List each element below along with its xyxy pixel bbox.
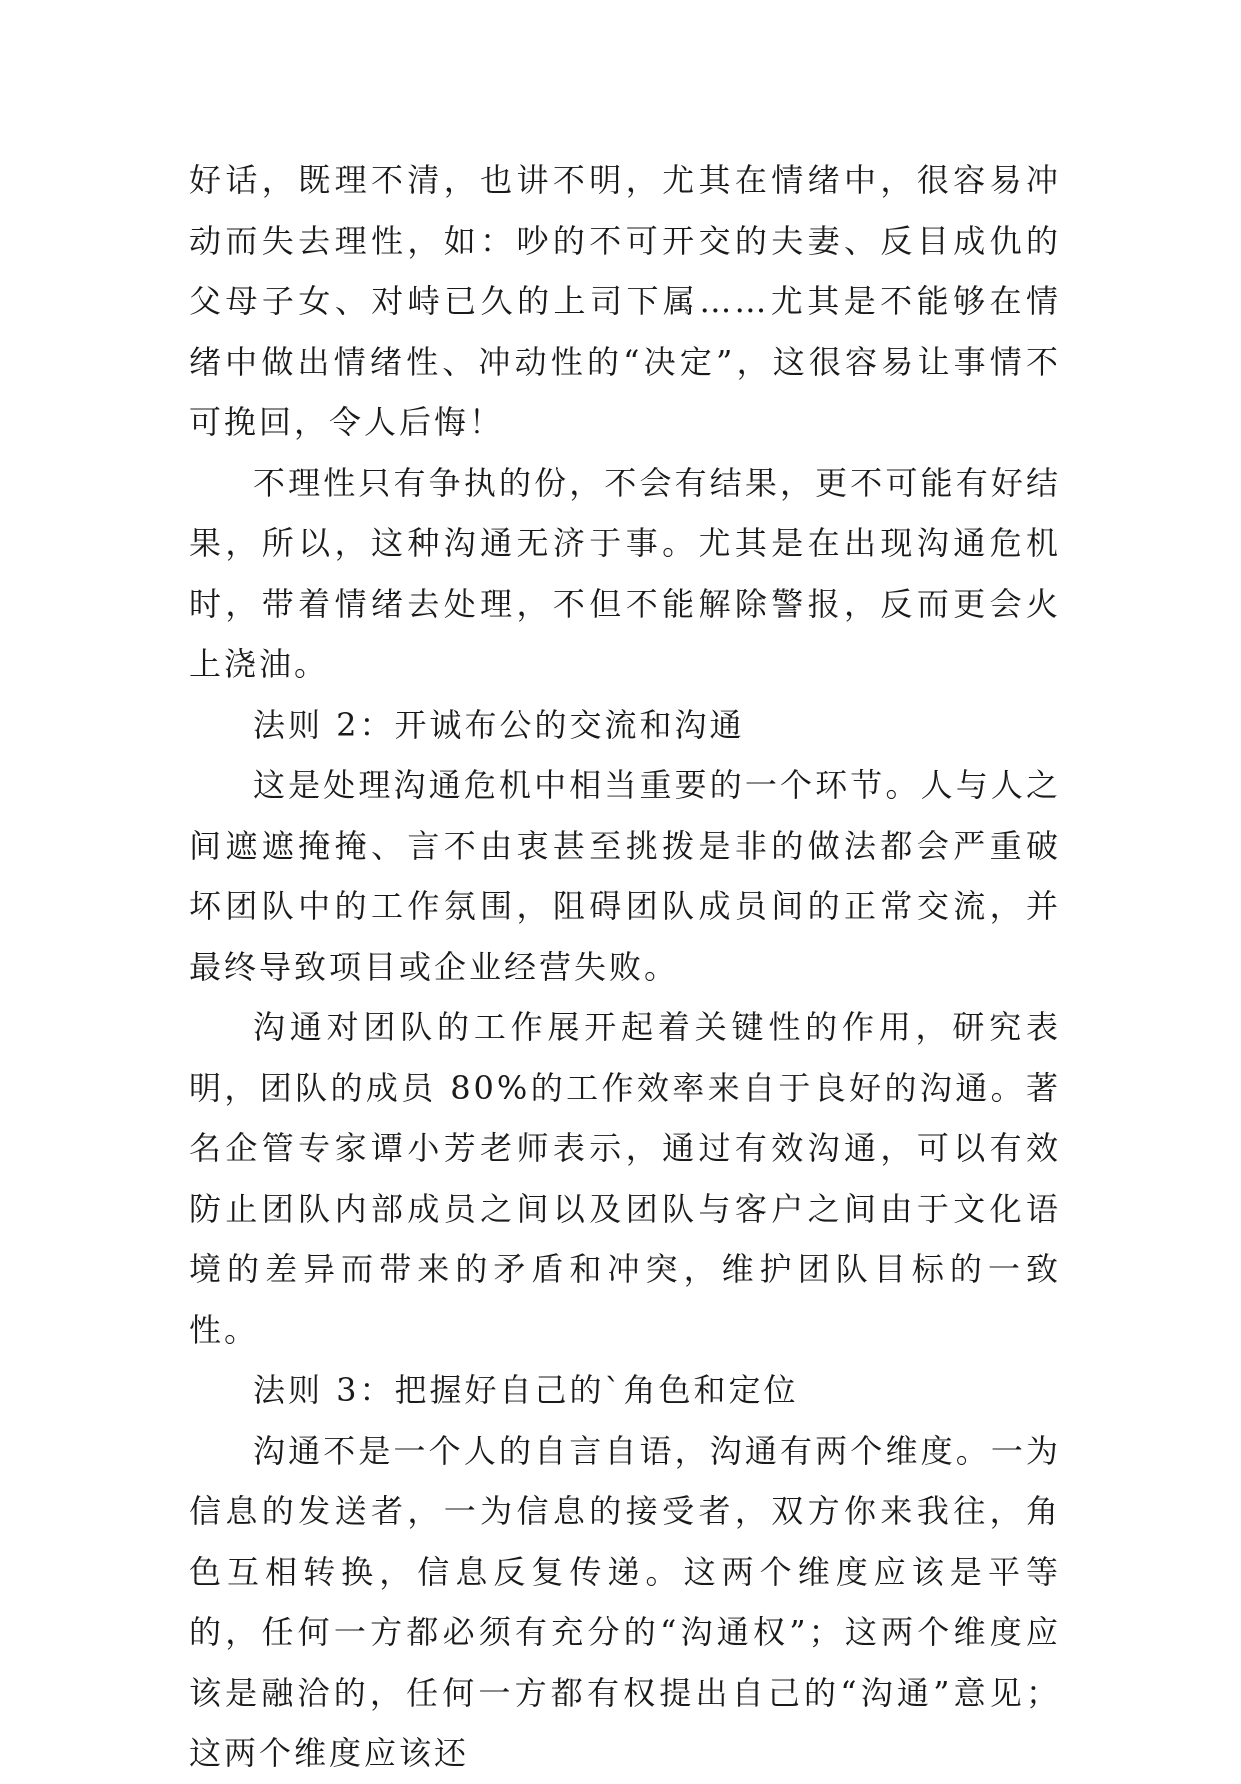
- paragraph: 好话，既理不清，也讲不明，尤其在情绪中，很容易冲动而失去理性，如：吵的不可开交的夫妻、反目成仇的父母子女、对峙已久的上司下属……尤其是不能够在情绪中做出情绪性、冲动性的“决定”，这很容易让事情不可挽回，令人后悔！: [189, 161, 1061, 441]
- paragraph: 沟通不是一个人的自言自语，沟通有两个维度。一为信息的发送者，一为信息的接受者，双方你来我往，角色互相转换，信息反复传递。这两个维度应该是平等的，任何一方都必须有充分的“沟通权”；这两个维度应该是融洽的，任何一方都有权提出自己的“沟通”意见；这两个维度应该还: [189, 1431, 1061, 1772]
- section-heading: 法则 2：开诚布公的交流和沟通: [253, 705, 745, 744]
- paragraph: 沟通对团队的工作展开起着关键性的作用，研究表明，团队的成员 80%的工作效率来自于良好的沟通。著名企管专家谭小芳老师表示，通过有效沟通，可以有效防止团队内部成员之间以及团队与客户之间由于文化语境的差异而带来的矛盾和冲突，维护团队目标的一致性。: [189, 1008, 1061, 1349]
- paragraph: 这是处理沟通危机中相当重要的一个环节。人与人之间遮遮掩掩、言不由衷甚至挑拨是非的做法都会严重破坏团队中的工作氛围，阻碍团队成员间的正常交流，并最终导致项目或企业经营失败。: [189, 766, 1061, 986]
- paragraph: 不理性只有争执的份，不会有结果，更不可能有好结果，所以，这种沟通无济于事。尤其是在出现沟通危机时，带着情绪去处理，不但不能解除警报，反而更会火上浇油。: [189, 463, 1061, 683]
- document-body: [189, 150, 1061, 1784]
- section-heading: 法则 3：把握好自己的`角色和定位: [253, 1371, 799, 1409]
